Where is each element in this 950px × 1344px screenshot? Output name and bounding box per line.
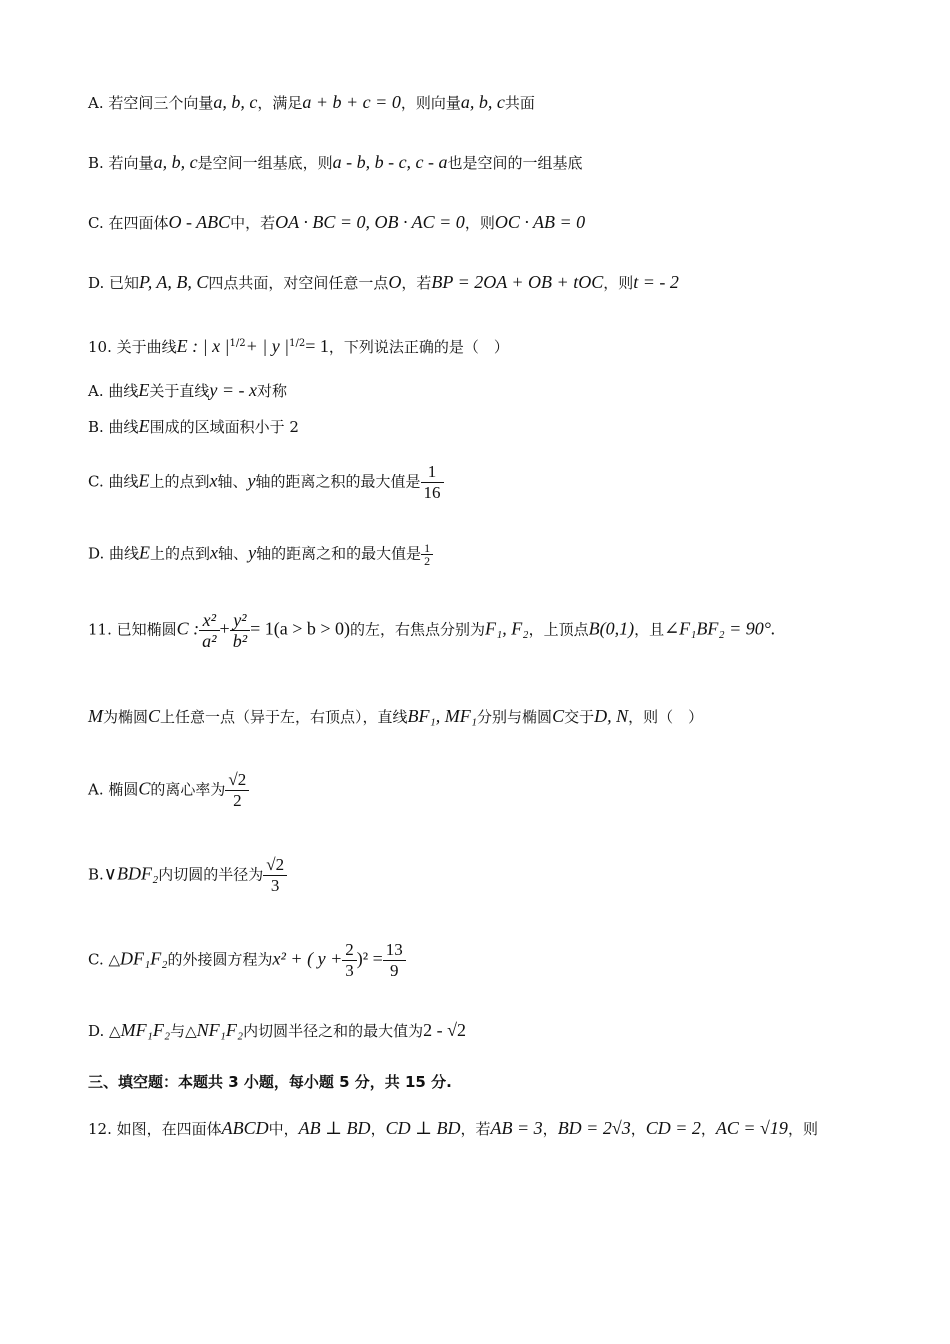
- option-label: C. △: [88, 950, 121, 969]
- text: ，且: [634, 620, 665, 639]
- option-11a: [88, 770, 249, 811]
- question-10: [88, 334, 509, 357]
- math: B(0,1): [588, 618, 635, 639]
- text: 中，: [268, 1120, 299, 1138]
- math: )² =: [356, 948, 383, 969]
- option-11d: [88, 1020, 466, 1041]
- math: 2 - √2: [423, 1020, 467, 1040]
- math: = 1: [305, 336, 329, 356]
- option-10b: [88, 416, 299, 437]
- math: a, b, c: [213, 92, 258, 112]
- fraction: [342, 940, 357, 981]
- text: 共面: [504, 94, 535, 112]
- numerator: 13: [383, 940, 406, 961]
- text: 对称: [257, 382, 288, 400]
- text: 轴的距离之和的最大值是: [256, 544, 422, 563]
- option-label: B. 曲线: [88, 418, 139, 436]
- option-label: D. 已知: [88, 274, 140, 292]
- text: 轴、: [217, 472, 248, 491]
- text: ，满足: [257, 94, 303, 112]
- denominator: 3: [345, 961, 354, 980]
- text: ，则向量: [400, 94, 461, 112]
- numerator: 1: [421, 542, 433, 555]
- text: ，则（ ）: [628, 708, 704, 726]
- text: 围成的区域面积小于 2: [149, 418, 299, 436]
- text: ，则: [603, 274, 634, 292]
- math: + | y |: [245, 336, 290, 356]
- math: y: [248, 542, 257, 563]
- option-10c: [88, 462, 444, 503]
- text: ，: [542, 1120, 558, 1138]
- text: 的左，右焦点分别为: [350, 620, 486, 639]
- math: E: [138, 380, 150, 400]
- option-10a: [88, 380, 287, 401]
- math: BD = 2√3: [557, 1118, 631, 1138]
- text: ，若: [460, 1120, 491, 1138]
- numerator: √2: [225, 770, 249, 791]
- math: x² + ( y +: [272, 948, 343, 969]
- option-label: A. 椭圆: [88, 780, 139, 799]
- denominator: 16: [423, 483, 441, 502]
- fraction: [421, 542, 433, 567]
- math: CD = 2: [645, 1118, 701, 1138]
- math: O - ABC: [168, 212, 231, 232]
- fraction: [383, 940, 406, 981]
- text: 中，若: [230, 214, 276, 232]
- numerator: y²: [230, 610, 250, 631]
- math: OA · BC = 0, OB · AC = 0: [275, 212, 465, 232]
- text: 上任意一点（异于左，右顶点），直线: [160, 708, 408, 726]
- math: F₁, F₂: [485, 618, 529, 639]
- text: 四点共面，对空间任意一点: [208, 274, 389, 292]
- text: ，则: [464, 214, 495, 232]
- option-11c: [88, 940, 406, 981]
- math: a - b, b - c, c - a: [332, 152, 448, 172]
- fraction: [263, 855, 287, 896]
- math: ∨BDF₂: [103, 863, 159, 884]
- exponent: 1/2: [229, 338, 246, 349]
- math: C: [148, 706, 161, 726]
- option-label: D. △: [88, 1022, 121, 1040]
- denominator: 2: [424, 554, 431, 568]
- text: 分别与椭圆: [477, 708, 553, 726]
- math: BF₁, MF₁: [407, 706, 478, 726]
- math: x: [209, 470, 218, 491]
- option-10d: [88, 542, 433, 567]
- math: AB ⊥ BD: [298, 1118, 371, 1138]
- option-label: C. 在四面体: [88, 214, 169, 232]
- text: 的离心率为: [150, 780, 226, 799]
- denominator: 9: [390, 961, 399, 980]
- question-label: 10. 关于曲线: [88, 338, 177, 356]
- question-11: [88, 610, 776, 651]
- math: OC · AB = 0: [494, 212, 586, 232]
- math: BP = 2OA + OB + tOC: [431, 272, 604, 292]
- text: 轴、: [218, 544, 249, 563]
- text: 关于直线: [149, 382, 210, 400]
- math: C :: [176, 618, 200, 639]
- text: 为椭圆: [103, 708, 149, 726]
- option-label: B.: [88, 865, 104, 884]
- text: ，下列说法正确的是（ ）: [328, 338, 509, 356]
- math: ∠F₁BF₂ = 90°.: [664, 618, 776, 639]
- denominator: 2: [233, 791, 242, 810]
- question-label: 12. 如图，在四面体: [88, 1120, 222, 1138]
- math: E: [139, 542, 151, 563]
- text: ，: [630, 1120, 646, 1138]
- question-label: 11. 已知椭圆: [88, 620, 177, 639]
- text: ，若: [401, 274, 432, 292]
- option-9c: [88, 212, 585, 233]
- text: 也是空间的一组基底: [447, 154, 583, 172]
- text: 轴的距离之积的最大值是: [255, 472, 421, 491]
- math: E: [138, 416, 150, 436]
- option-label: B. 若向量: [88, 154, 154, 172]
- math: C: [552, 706, 565, 726]
- math: MF₁F₂: [120, 1020, 171, 1040]
- numerator: x²: [199, 610, 219, 631]
- math: D, N: [594, 706, 629, 726]
- section-heading: 三、填空题：本题共 3 小题，每小题 5 分，共 15 分.: [88, 1073, 452, 1091]
- math: ABCD: [221, 1118, 269, 1138]
- math: = 1(a > b > 0): [250, 618, 351, 639]
- math: DF₁F₂: [120, 948, 168, 969]
- question-11-cont: [88, 706, 703, 727]
- text: 上的点到: [149, 472, 210, 491]
- math: a + b + c = 0: [302, 92, 401, 112]
- math: M: [88, 706, 103, 726]
- numerator: 2: [342, 940, 357, 961]
- option-9b: [88, 152, 583, 173]
- option-label: D. 曲线: [88, 544, 140, 563]
- math: a, b, c: [460, 92, 505, 112]
- option-9d: [88, 272, 679, 293]
- text: 内切圆的半径为: [158, 865, 264, 884]
- option-9a: [88, 92, 535, 113]
- text: ，: [370, 1120, 386, 1138]
- math: t = - 2: [633, 272, 679, 292]
- fraction: [225, 770, 249, 811]
- text: 上的点到: [150, 544, 211, 563]
- exponent: 1/2: [289, 338, 306, 349]
- numerator: √2: [263, 855, 287, 876]
- math: NF₁F₂: [196, 1020, 244, 1040]
- denominator: 3: [270, 876, 280, 895]
- math: P, A, B, C: [139, 272, 209, 292]
- math: AB = 3: [490, 1118, 543, 1138]
- text: ，: [700, 1120, 716, 1138]
- denominator: b²: [232, 631, 248, 651]
- math: a, b, c: [153, 152, 198, 172]
- math: O: [388, 272, 402, 292]
- option-label: C. 曲线: [88, 472, 139, 491]
- math: CD ⊥ BD: [385, 1118, 461, 1138]
- math: E: [138, 470, 150, 491]
- math: x: [210, 542, 219, 563]
- plus: +: [219, 618, 230, 639]
- text: 的外接圆方程为: [167, 950, 273, 969]
- math: y = - x: [209, 380, 258, 400]
- text: 是空间一组基底，则: [197, 154, 333, 172]
- math: E : | x |: [176, 336, 230, 356]
- fraction: [421, 462, 444, 503]
- denominator: a²: [202, 631, 217, 651]
- text: 交于: [564, 708, 595, 726]
- text: ，则: [787, 1120, 818, 1138]
- math: y: [247, 470, 256, 491]
- math: C: [138, 778, 151, 799]
- numerator: 1: [421, 462, 444, 483]
- text: ，上顶点: [528, 620, 589, 639]
- math: AC = √19: [715, 1118, 788, 1138]
- option-label: A. 若空间三个向量: [88, 94, 214, 112]
- option-11b: [88, 855, 287, 896]
- option-label: A. 曲线: [88, 382, 139, 400]
- fraction-x: [199, 610, 219, 651]
- fraction-y: [230, 610, 250, 651]
- question-12: [88, 1118, 818, 1139]
- text: 内切圆半径之和的最大值为: [243, 1022, 424, 1040]
- text: 与△: [170, 1022, 197, 1040]
